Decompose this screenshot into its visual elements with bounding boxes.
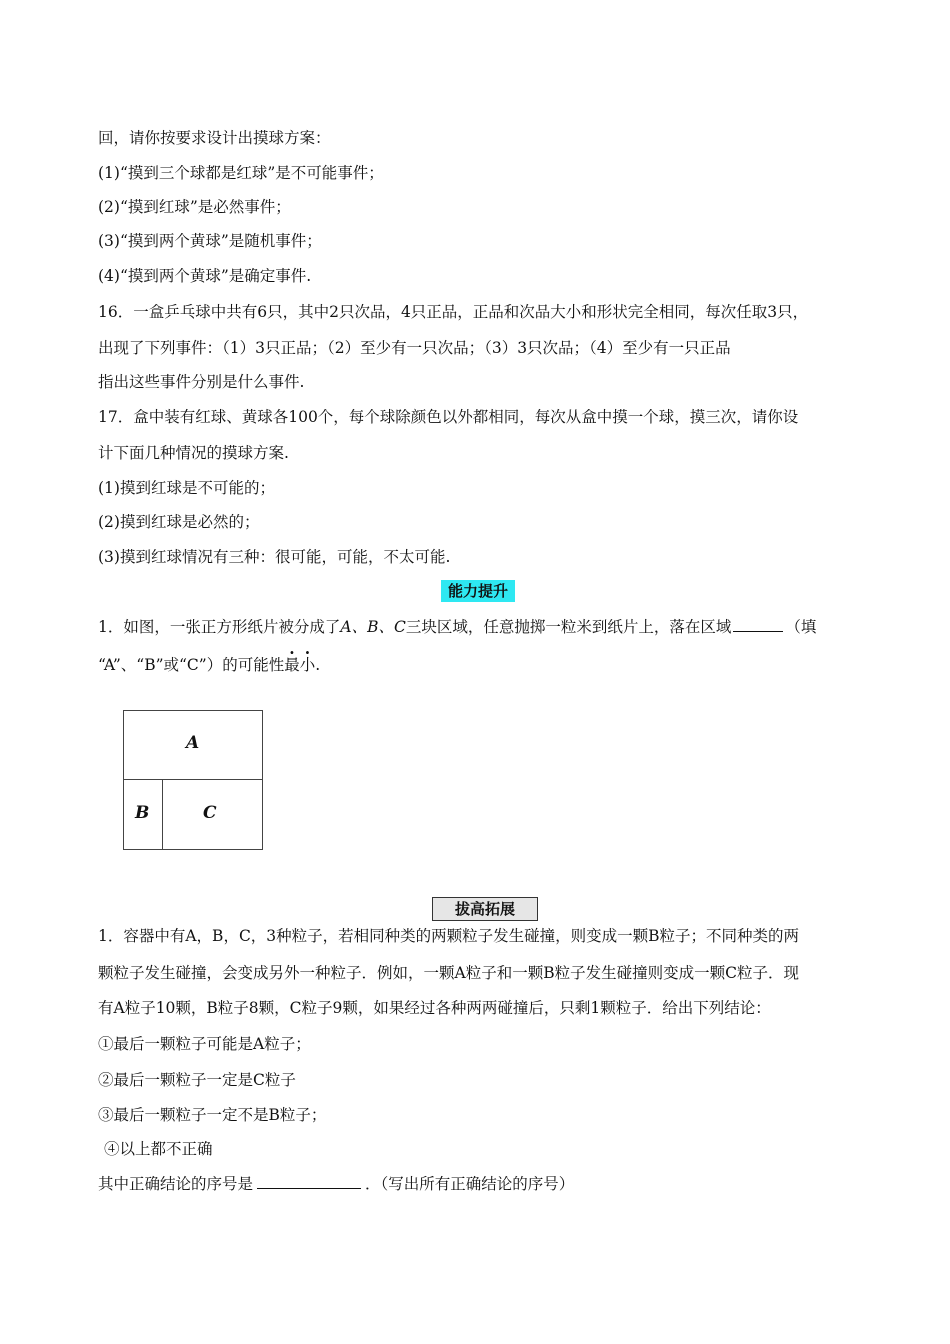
question-17-line: (1)摸到红球是不可能的；: [98, 479, 275, 497]
question-text: “A”、“B”或“C”）的可能性: [98, 656, 285, 674]
question-text: ．（写出所有正确结论的序号）: [365, 1175, 575, 1193]
question-17-line: 计下面几种情况的摸球方案.: [98, 444, 289, 462]
question-16-line: 指出这些事件分别是什么事件.: [98, 373, 305, 391]
conclusion-item: ③最后一颗粒子一定不是B粒子；: [98, 1106, 327, 1124]
region-label-a: A: [186, 733, 200, 753]
answer-blank[interactable]: [733, 617, 783, 632]
question-text: （填: [785, 618, 817, 636]
conclusion-item: ④以上都不正确: [104, 1140, 213, 1158]
question-16-line: 出现了下列事件：（1）3只正品；（2）至少有一只次品；（3）3只次品；（4）至少有一只正品: [98, 339, 731, 357]
question-text: 其中正确结论的序号是: [98, 1175, 254, 1193]
emphasis-char: 最: [284, 656, 300, 674]
conclusion-item: ②最后一颗粒子一定是C粒子: [98, 1071, 296, 1089]
variable-text: A、B、C: [340, 618, 406, 636]
section-heading-extension: 拔高拓展: [432, 897, 538, 921]
question-16-line: 16．一盒乒乓球中共有6只，其中2只次品，4只正品，正品和次品大小和形状完全相同，每次任取3只，: [98, 303, 809, 321]
extension-line: 颗粒子发生碰撞，会变成另外一种粒子．例如，一颗A粒子和一颗B粒子发生碰撞则变成一颗C粒子．现: [98, 964, 799, 982]
region-label-b: B: [135, 803, 150, 823]
text-line: 回，请你按要求设计出摸球方案：: [98, 129, 331, 147]
question-text: 三块区域，任意抛掷一粒米到纸片上，落在区域: [405, 618, 732, 636]
conclusion-item: ①最后一颗粒子可能是A粒子；: [98, 1035, 311, 1053]
question-17-line: (2)摸到红球是必然的；: [98, 513, 260, 531]
answer-blank[interactable]: [257, 1174, 361, 1189]
region-label-c: C: [203, 803, 217, 823]
question-1-line1: [98, 617, 816, 637]
extension-line: 1．容器中有A，B，C，3种粒子，若相同种类的两颗粒子发生碰撞，则变成一颗B粒子；不同种类的两: [98, 927, 800, 945]
question-17-line: 17．盒中装有红球、黄球各100个，每个球除颜色以外都相同，每次从盒中摸一个球，摸三次，请你设: [98, 408, 799, 426]
text-line: (2)“摸到红球”是必然事件；: [98, 198, 291, 216]
divider-line: [124, 779, 262, 780]
question-text: 1．如图，一张正方形纸片被分成了: [98, 618, 341, 636]
emphasis-char: 小: [299, 656, 316, 674]
final-question-line: [98, 1174, 574, 1194]
extension-line: 有A粒子10颗，B粒子8颗，C粒子9颗，如果经过各种两两碰撞后，只剩1颗粒子．给出下列结论：: [98, 999, 771, 1017]
divider-line: [162, 779, 163, 849]
text-line: (3)“摸到两个黄球”是随机事件；: [98, 232, 322, 250]
square-figure: [123, 710, 263, 850]
question-1-line2: [98, 655, 320, 675]
question-text: .: [315, 656, 321, 674]
section-heading-ability: 能力提升: [441, 580, 515, 602]
text-line: (4)“摸到两个黄球”是确定事件.: [98, 267, 312, 285]
question-17-line: (3)摸到红球情况有三种：很可能，可能，不太可能.: [98, 548, 451, 566]
text-line: (1)“摸到三个球都是红球”是不可能事件；: [98, 164, 384, 182]
